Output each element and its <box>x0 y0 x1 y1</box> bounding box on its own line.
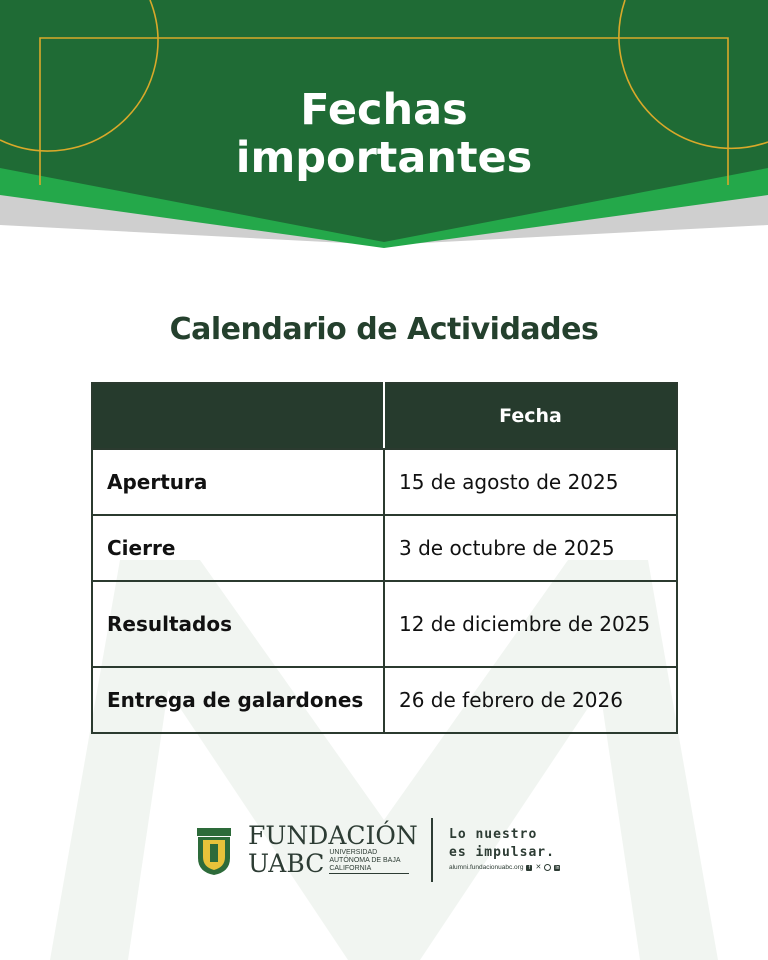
header-date-cell: Fecha <box>384 383 677 449</box>
activity-cell: Resultados <box>92 581 384 667</box>
activity-cell: Apertura <box>92 449 384 515</box>
title-line-1: Fechas <box>300 85 468 135</box>
activity-cell: Cierre <box>92 515 384 581</box>
footer-divider <box>431 818 433 882</box>
fundacion-uabc-logo <box>248 822 418 877</box>
section-subtitle: Calendario de Actividades <box>169 312 599 347</box>
date-cell: 15 de agosto de 2025 <box>384 449 677 515</box>
slogan <box>449 826 555 862</box>
slogan-line-2: es impulsar. <box>449 845 555 860</box>
slogan-line-1: Lo nuestro <box>449 827 538 842</box>
calendar-table <box>91 382 678 734</box>
uabc-crest-icon <box>195 826 233 876</box>
header-activity-cell <box>92 383 384 449</box>
table-row <box>92 581 677 667</box>
org-name-line-1: FUNDACIÓN <box>248 821 418 850</box>
table-row <box>92 667 677 733</box>
page-title <box>0 86 768 182</box>
activity-cell: Entrega de galardones <box>92 667 384 733</box>
footer <box>0 812 768 892</box>
date-cell: 12 de diciembre de 2025 <box>384 581 677 667</box>
date-cell: 3 de octubre de 2025 <box>384 515 677 581</box>
facebook-icon[interactable]: f <box>526 865 532 871</box>
org-university-name: UNIVERSIDAD AUTÓNOMA DE BAJA CALIFORNIA <box>329 849 409 874</box>
x-icon[interactable]: ✕ <box>535 863 542 871</box>
org-name-line-2: UABC <box>248 849 325 878</box>
footer-url-row <box>449 864 560 871</box>
alumni-url-link[interactable]: alumni.fundacionuabc.org <box>449 864 524 871</box>
table-row <box>92 449 677 515</box>
date-cell: 26 de febrero de 2026 <box>384 667 677 733</box>
table-header-row <box>92 383 677 449</box>
table-row <box>92 515 677 581</box>
title-line-2: importantes <box>235 133 533 183</box>
instagram-icon[interactable] <box>544 864 551 871</box>
linkedin-icon[interactable]: in <box>555 864 560 871</box>
